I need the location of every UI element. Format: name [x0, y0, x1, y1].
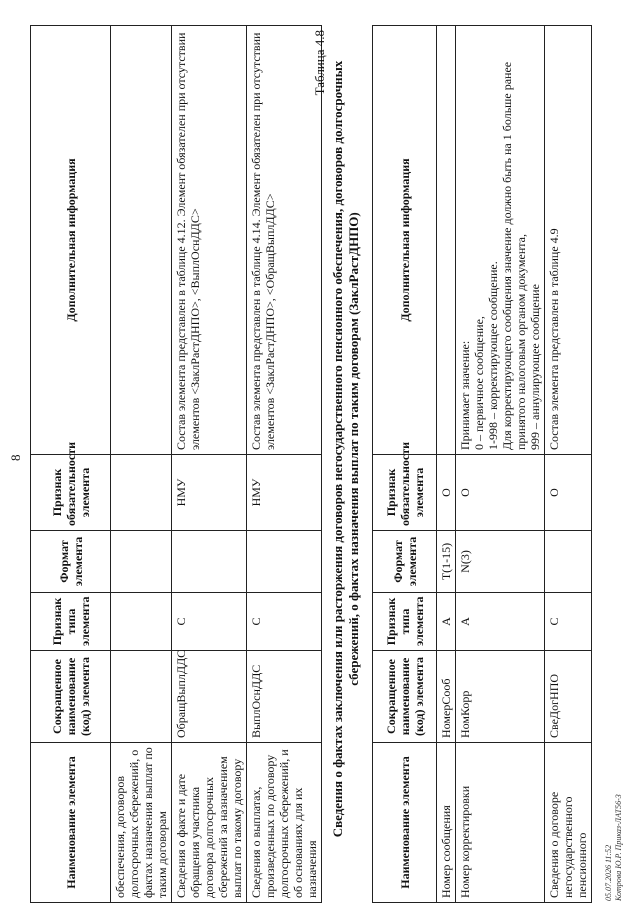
cell-format	[545, 531, 592, 593]
cell-code: СвеДогНПО	[545, 651, 592, 743]
cell-name: обеспечения, договоров долгосрочных сбережений, о фактах назначения выплат по таким договорам	[111, 743, 172, 903]
cell-required: О	[456, 455, 545, 531]
table-label: Таблица 4.8	[312, 30, 327, 96]
cell-type: А	[456, 593, 545, 651]
col-header-code: Сокращенное наименование (код) элемента	[31, 651, 111, 743]
info-line: Принимает значение:	[458, 340, 472, 450]
info-line: Для корректирующего сообщения значение должно быть на 1 больше ранее принятого налоговым органом документа,	[500, 61, 528, 450]
cell-info: Состав элемента представлен в таблице 4.14. Элемент обязателен при отсутствии элементов <ЗаклРастДНПО>, <ОбращВыплДДС>	[247, 26, 322, 455]
col-header-required: Признак обязательности элемента	[31, 455, 111, 531]
info-line: 999 – аннулирующее сообщение	[528, 284, 542, 450]
table-row	[172, 26, 247, 903]
cell-code: НомКорр	[456, 651, 545, 743]
cell-format	[247, 531, 322, 593]
col-header-type: Признак типа элемента	[31, 593, 111, 651]
cell-info	[456, 26, 545, 455]
table-row	[437, 26, 456, 903]
cell-format	[111, 531, 172, 593]
cell-name: Сведения о факте и дате обращения участника договора долгосрочных сбережений за назначением выплат по такому договору	[172, 743, 247, 903]
cell-code: НомерСооб	[437, 651, 456, 743]
cell-required: О	[437, 455, 456, 531]
cell-name: Сведения о договоре негосударственного пенсионного	[545, 743, 592, 903]
cell-code	[111, 651, 172, 743]
info-line: 1-998 – корректирующее сообщение.	[486, 261, 500, 450]
cell-format: N(3)	[456, 531, 545, 593]
col-header-format: Формат элемента	[31, 531, 111, 593]
footer-author: Котрова Ю.Р. Приказ-ЛАТ56-3	[614, 794, 623, 901]
col-header-name: Наименование элемента	[31, 743, 111, 903]
table-header-row	[373, 26, 437, 903]
table-caption: Сведения о фактах заключения или расторжения договоров негосударственного пенсионного обеспечения, договоров долгосрочных сбережений, о фактах назначения выплат по таким договорам (ЗаклРастДНПО)	[330, 60, 361, 838]
cell-required	[111, 455, 172, 531]
cell-info	[437, 26, 456, 455]
footer-stamp	[604, 794, 624, 901]
cell-code: ОбращВыплДДС	[172, 651, 247, 743]
col-header-info: Дополнительная информация	[373, 26, 437, 455]
footer-date: 05.07.2026 11:52	[604, 844, 613, 901]
cell-info: Состав элемента представлен в таблице 4.12. Элемент обязателен при отсутствии элементов <ЗаклРастДНПО>, <ВыплОснДДС>	[172, 26, 247, 455]
cell-type: А	[437, 593, 456, 651]
cell-format	[172, 531, 247, 593]
cell-name: Номер сообщения	[437, 743, 456, 903]
cell-required: НМУ	[172, 455, 247, 531]
table-row	[456, 26, 545, 903]
table-4-8	[372, 25, 592, 903]
cell-name: Номер корректировки	[456, 743, 545, 903]
col-header-required: Признак обязательности элемента	[373, 455, 437, 531]
table-row	[247, 26, 322, 903]
table-row	[545, 26, 592, 903]
table-row	[111, 26, 172, 903]
cell-info: Состав элемента представлен в таблице 4.9	[545, 26, 592, 455]
cell-type	[111, 593, 172, 651]
col-header-type: Признак типа элемента	[373, 593, 437, 651]
cell-info	[111, 26, 172, 455]
col-header-code: Сокращенное наименование (код) элемента	[373, 651, 437, 743]
cell-required: О	[545, 455, 592, 531]
table-continued	[30, 25, 322, 903]
cell-type: С	[172, 593, 247, 651]
page-number: 8	[8, 454, 23, 461]
col-header-info: Дополнительная информация	[31, 26, 111, 455]
cell-type: С	[545, 593, 592, 651]
col-header-name: Наименование элемента	[373, 743, 437, 903]
info-line: 0 – первичное сообщение,	[472, 316, 486, 450]
cell-name: Сведения о выплатах, произведенных по договору долгосрочных сбережений, и об основаниях для их назначения	[247, 743, 322, 903]
cell-format: T(1-15)	[437, 531, 456, 593]
cell-code: ВыплОснДДС	[247, 651, 322, 743]
cell-required: НМУ	[247, 455, 322, 531]
col-header-format: Формат элемента	[373, 531, 437, 593]
table-header-row	[31, 26, 111, 903]
cell-type: С	[247, 593, 322, 651]
